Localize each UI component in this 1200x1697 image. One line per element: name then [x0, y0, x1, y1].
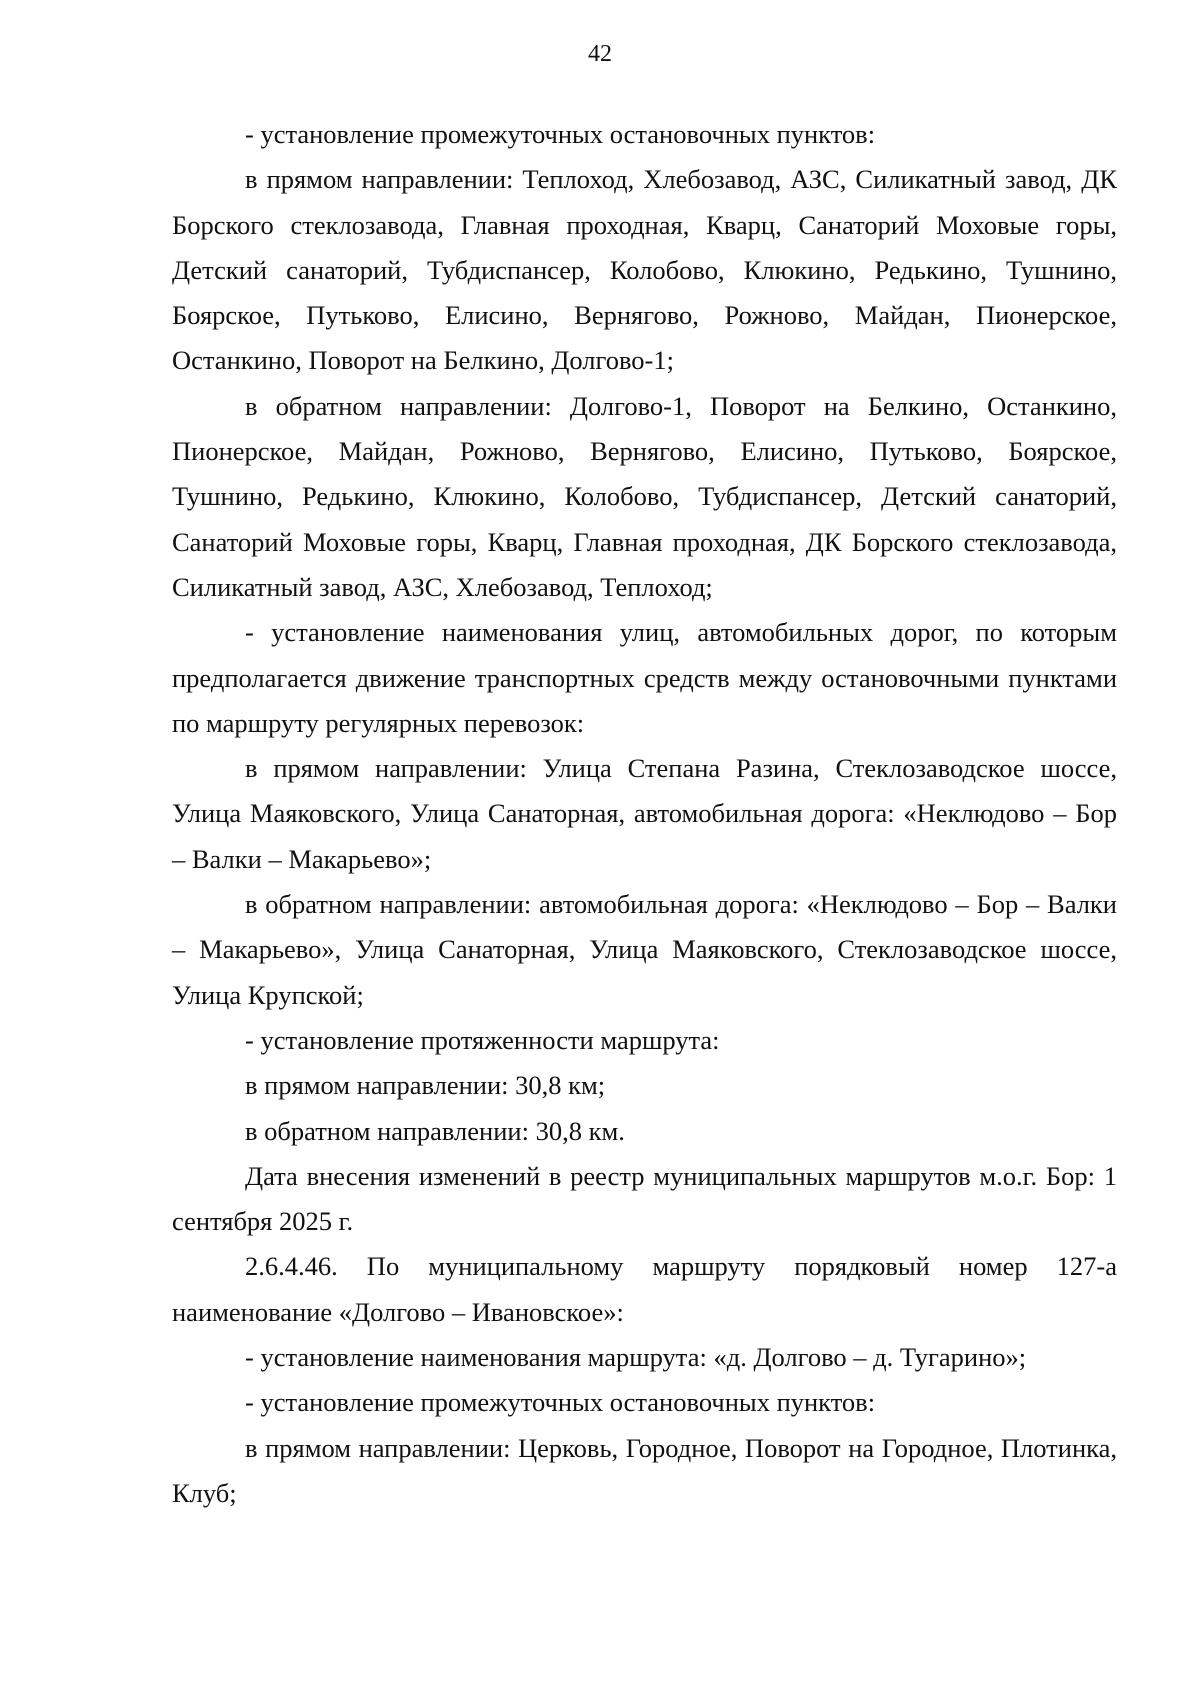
paragraph-stops-heading-2: - установление промежуточных остановочных пунктов: [245, 1387, 876, 1418]
paragraph-stops-reverse: в обратном направлении: Долгово-1, Поворот на Белкино, Останкино, Пионерское, Майдан, Рожново, Вернягово, Елисино, Путьково, Боярское, Тушнино, Редькино, Клюкино, Колобово, Тубдиспансер, Детский санаторий, Санаторий Моховые горы, Кварц, Главная проходная, ДК Борского стеклозавода, Силикатный завод, АЗС, Хлебозавод, Теплоход; [172, 390, 1117, 602]
paragraph-stops-forward-2: в прямом направлении: Церковь, Городное, Поворот на Городное, Плотинка, Клуб; [172, 1432, 1117, 1508]
document-body [172, 112, 1117, 1516]
paragraph-route-name: - установление наименования маршрута: «д. Долгово – д. Тугарино»; [245, 1342, 1027, 1373]
paragraph-route-section: 2.6.4.46. По муниципальному маршруту порядковый номер 127-а наименование «Долгово – Ивановское»: [172, 1251, 1117, 1327]
paragraph-length-heading: - установление протяженности маршрута: [245, 1024, 720, 1055]
paragraph-length-forward: в прямом направлении: 30,8 км; [245, 1070, 606, 1101]
paragraph-streets-heading: - установление наименования улиц, автомобильных дорог, по которым предполагается движение транспортных средств между остановочными пунктами по маршруту регулярных перевозок: [172, 617, 1117, 738]
paragraph-stops-heading: - установление промежуточных остановочных пунктов: [245, 119, 876, 149]
page-number: 42 [588, 41, 612, 67]
paragraph-stops-forward: в прямом направлении: Теплоход, Хлебозавод, АЗС, Силикатный завод, ДК Борского стеклозавода, Главная проходная, Кварц, Санаторий Моховые горы, Детский санаторий, Тубдиспансер, Колобово, Клюкино, Редькино, Тушнино, Боярское, Путьково, Елисино, Вернягово, Рожново, Майдан, Пионерское, Останкино, Поворот на Белкино, Долгово-1; [172, 164, 1117, 376]
paragraph-streets-reverse: в обратном направлении: автомобильная дорога: «Неклюдово – Бор – Валки – Макарьево», Улица Санаторная, Улица Маяковского, Стеклозаводское шоссе, Улица Крупской; [172, 889, 1117, 1010]
paragraph-streets-forward: в прямом направлении: Улица Степана Разина, Стеклозаводское шоссе, Улица Маяковского, Улица Санаторная, автомобильная дорога: «Неклюдово – Бор – Валки – Макарьево»; [172, 753, 1117, 874]
paragraph-length-reverse: в обратном направлении: 30,8 км. [245, 1115, 625, 1146]
paragraph-registry-date: Дата внесения изменений в реестр муниципальных маршрутов м.о.г. Бор: 1 сентября 2025 г. [172, 1160, 1117, 1237]
